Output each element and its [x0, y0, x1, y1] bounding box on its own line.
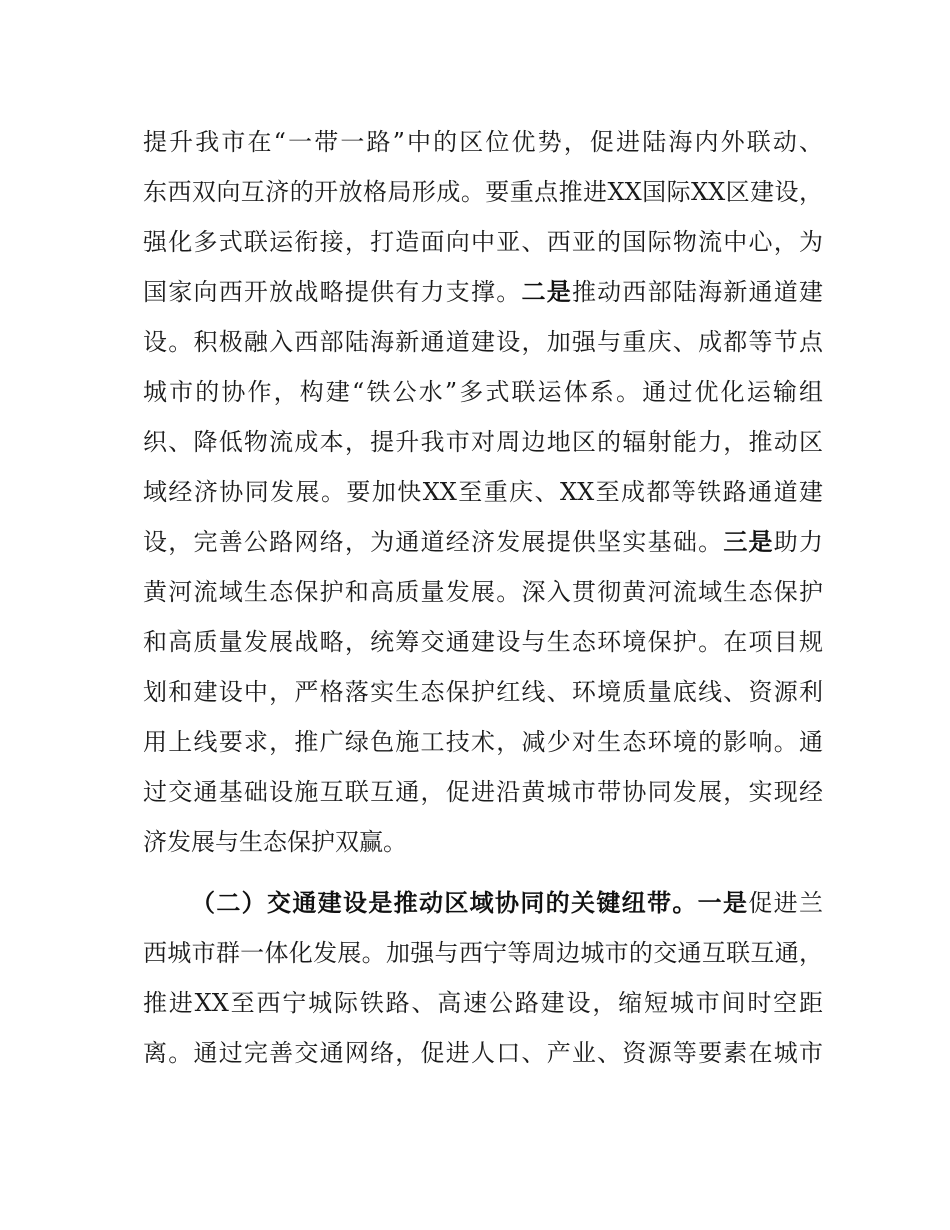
paragraph-line: [143, 522, 823, 562]
text-run: 促进兰: [748, 889, 824, 917]
text-run: 济发展与生态保护双赢。: [143, 828, 407, 856]
paragraph-line: [143, 122, 823, 162]
paragraph-line: [143, 222, 823, 262]
paragraph-line: [143, 983, 823, 1023]
text-run: 离。通过完善交通网络，促进人口、产业、资源等要素在城市: [143, 1039, 823, 1067]
text-run: 黄河流域生态保护和高质量发展。深入贯彻黄河流域生态保护: [143, 578, 823, 606]
section-heading: （二）交通建设是推动区域协同的关键纽带。: [191, 889, 698, 917]
text-run: 织、降低物流成本，提升我市对周边地区的辐射能力，推动区: [143, 428, 823, 456]
paragraph-line: [143, 822, 823, 862]
paragraph-line: [143, 172, 823, 212]
paragraph-line: [143, 672, 823, 712]
paragraph-line: [143, 622, 823, 662]
text-run: 城市的协作，构建“铁公水”多式联运体系。通过优化运输组: [143, 378, 823, 406]
paragraph-line: [143, 272, 823, 312]
text-run: 和高质量发展战略，统筹交通建设与生态环境保护。在项目规: [143, 628, 823, 656]
paragraph-line: [143, 372, 823, 412]
text-run: 过交通基础设施互联互通，促进沿黄城市带协同发展，实现经: [143, 778, 823, 806]
paragraph-line: [143, 772, 823, 812]
text-run: 用上线要求，推广绿色施工技术，减少对生态环境的影响。通: [143, 728, 823, 756]
paragraph-line: [143, 472, 823, 512]
text-run: 国家向西开放战略提供有力支撑。: [143, 278, 522, 306]
bold-lead-phrase: 三是: [723, 528, 774, 556]
paragraph-line: [143, 722, 823, 762]
text-run: 推进XX至西宁城际铁路、高速公路建设，缩短城市间时空距: [143, 989, 823, 1017]
text-run: 强化多式联运衔接，打造面向中亚、西亚的国际物流中心，为: [143, 228, 823, 256]
text-run: 域经济协同发展。要加快XX至重庆、XX至成都等铁路通道建: [143, 478, 823, 506]
text-run: 设。积极融入西部陆海新通道建设，加强与重庆、成都等节点: [143, 328, 823, 356]
section-heading-line: [191, 883, 823, 923]
bold-lead-phrase: 一是: [697, 889, 749, 917]
text-run: 东西双向互济的开放格局形成。要重点推进XX国际XX区建设，: [143, 178, 823, 206]
paragraph-line: [143, 933, 823, 973]
paragraph-line: [143, 1033, 823, 1073]
bold-lead-phrase: 二是: [521, 278, 572, 306]
text-run: 划和建设中，严格落实生态保护红线、环境质量底线、资源利: [143, 678, 823, 706]
text-run: 西城市群一体化发展。加强与西宁等周边城市的交通互联互通，: [143, 939, 823, 967]
text-run: 设，完善公路网络，为通道经济发展提供坚实基础。: [143, 528, 724, 556]
paragraph-line: [143, 572, 823, 612]
text-run: 助力: [773, 528, 824, 556]
text-run: 推动西部陆海新通道建: [571, 278, 824, 306]
text-run: 提升我市在“一带一路”中的区位优势，促进陆海内外联动、: [143, 128, 823, 156]
paragraph-line: [143, 322, 823, 362]
paragraph-line: [143, 422, 823, 462]
